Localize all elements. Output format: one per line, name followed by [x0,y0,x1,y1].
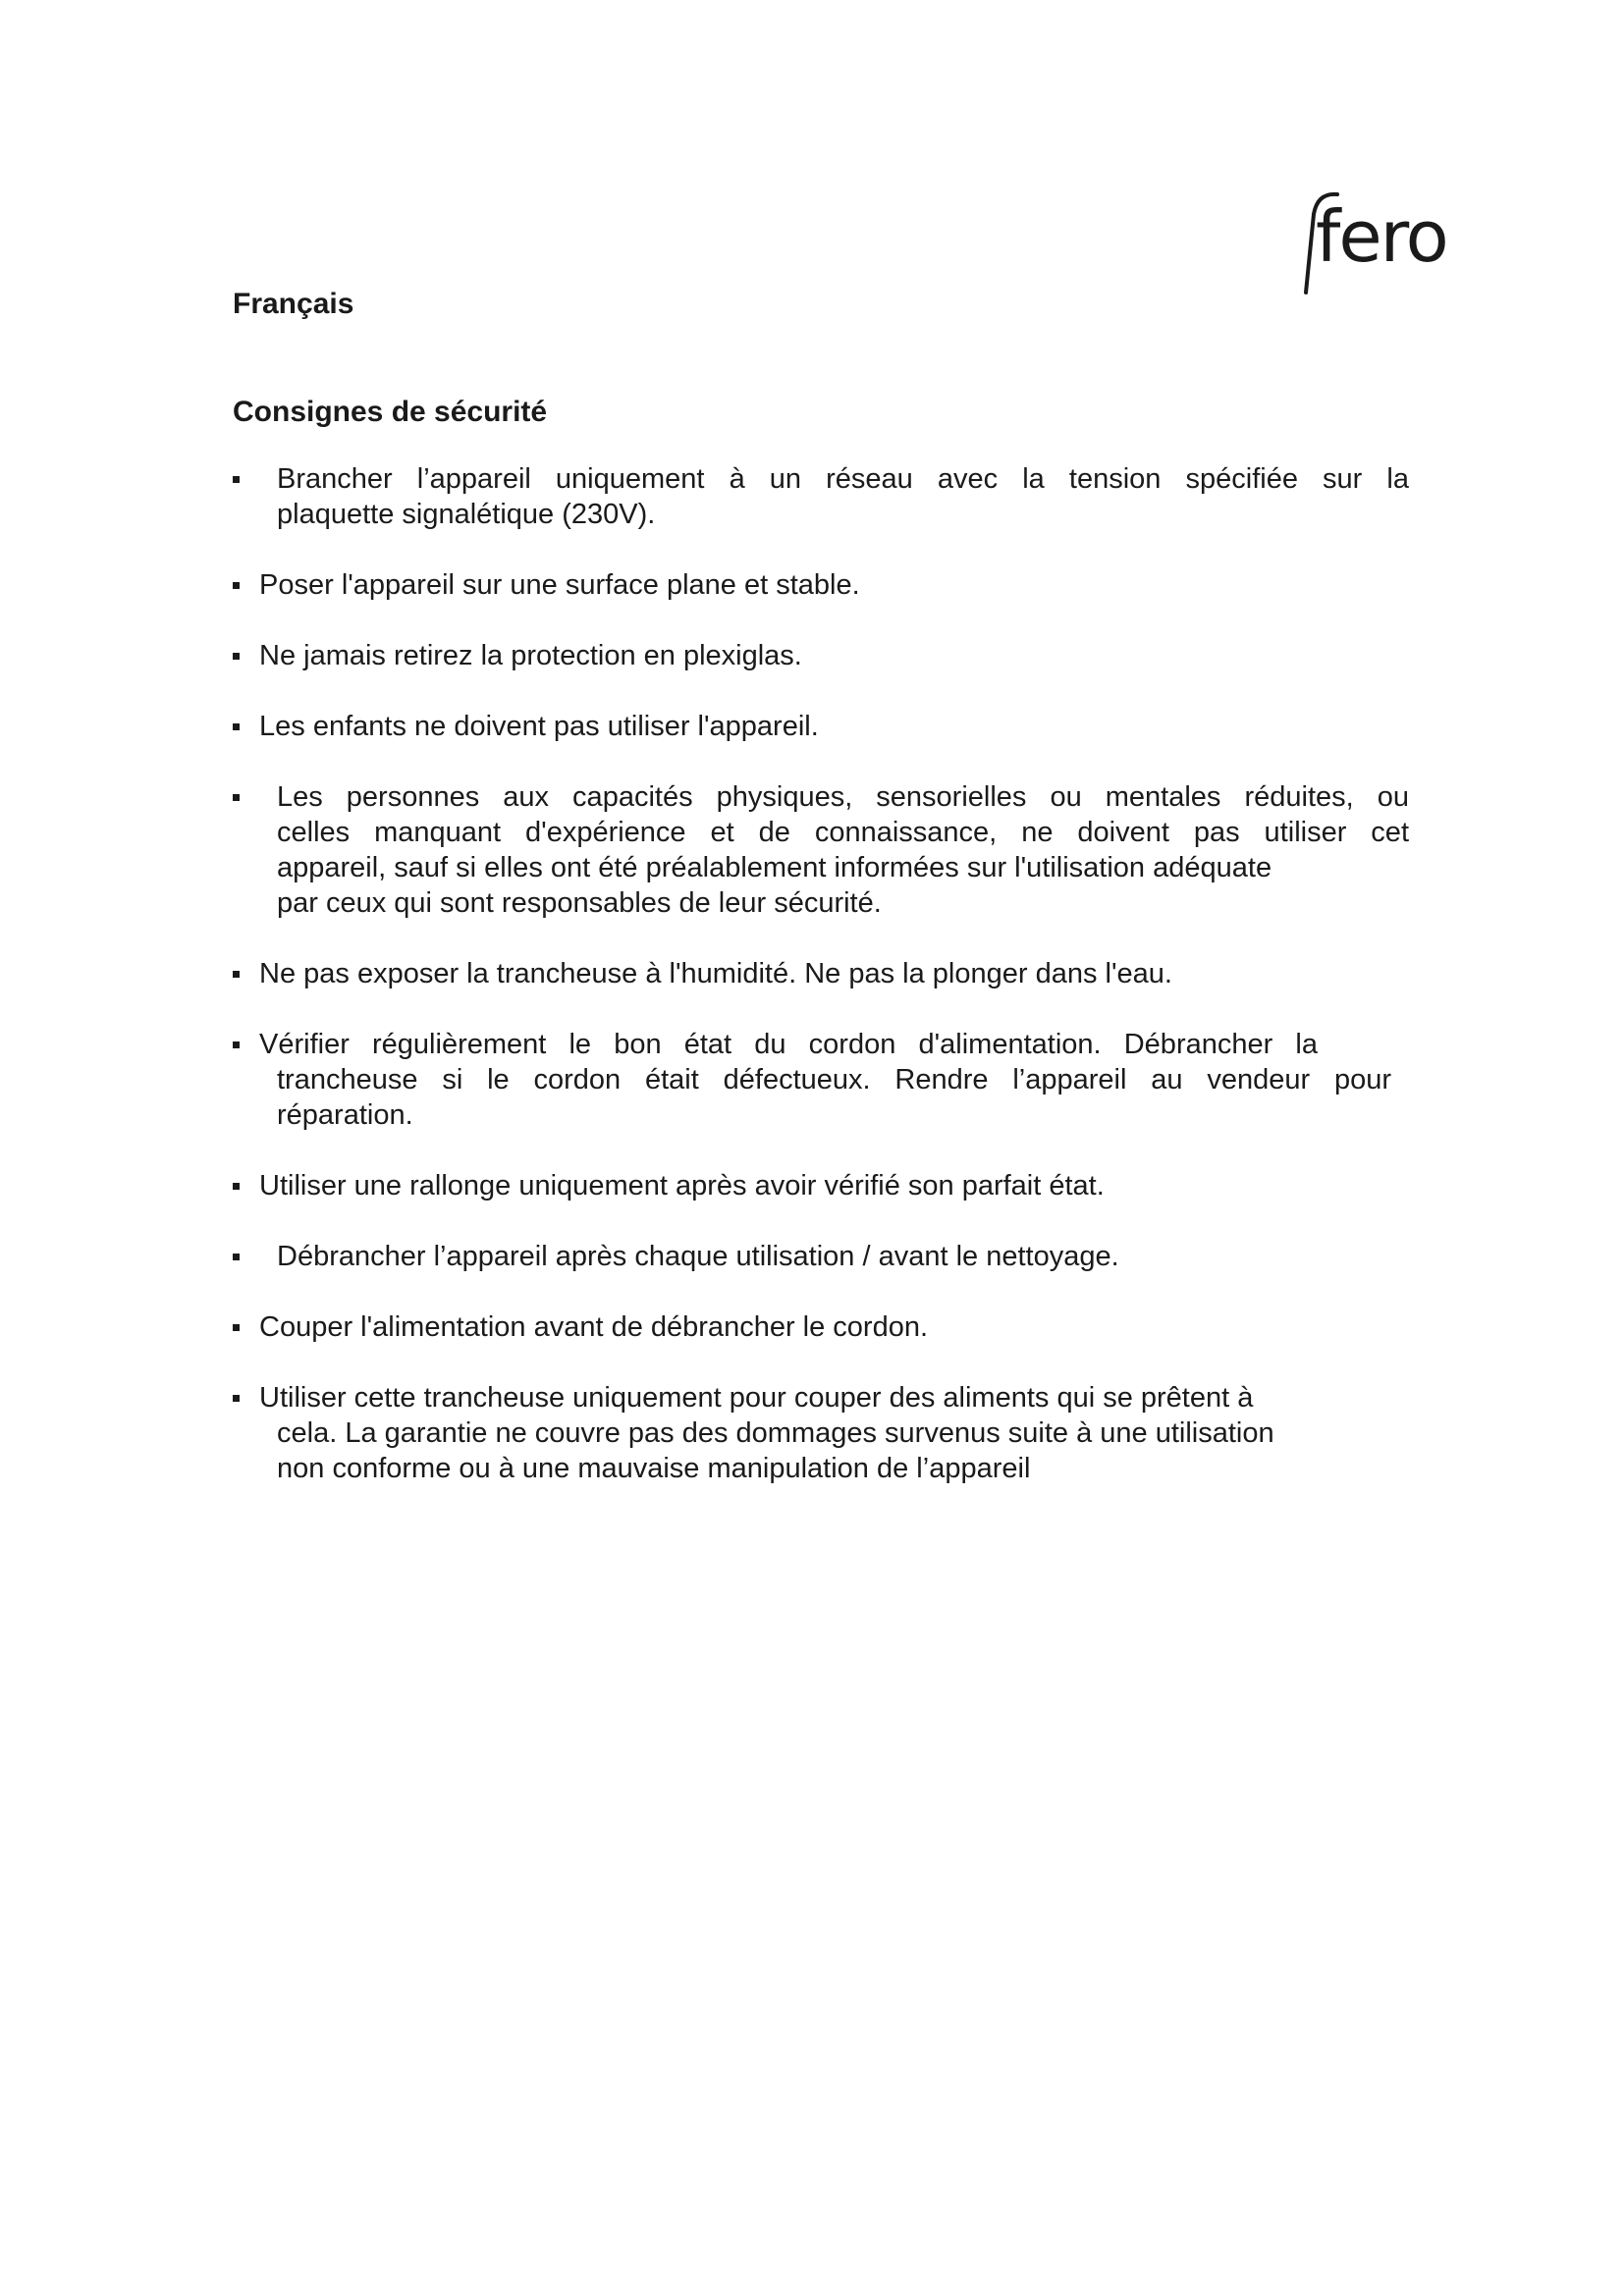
list-item [231,1380,1409,1486]
section-heading: Consignes de sécurité [233,396,548,428]
list-item [231,779,1409,921]
list-item [231,567,1409,603]
bullet-icon [233,971,240,978]
list-item [231,1309,1409,1345]
list-item-text: Ne jamais retirez la protection en plexiglas. [259,640,802,671]
list-item-text: Poser l'appareil sur une surface plane et stable. [259,569,860,601]
list-item-text: Brancher l’appareil uniquement à un réseau avec la tension spécifiée sur la plaquette signalétique (230V). [277,463,1409,530]
list-item-text: Utiliser une rallonge uniquement après avoir vérifié son parfait état. [259,1170,1105,1201]
list-item [231,461,1409,532]
list-item-text: Vérifier régulièrement le bon état du cordon d'alimentation. Débrancher la trancheuse si le cordon était défectueux. Rendre l’appareil au vendeur pour réparation. [259,1029,1391,1131]
bullet-icon [233,653,240,660]
list-item-text: Utiliser cette trancheuse uniquement pour couper des aliments qui se prêtent à cela. La garantie ne couvre pas des dommages survenus suite à une utilisation non conforme ou à une mauvaise manipulation de l’appareil [259,1382,1274,1484]
fero-logo [1294,183,1451,300]
list-item [231,956,1409,991]
list-item-text: Les personnes aux capacités physiques, sensorielles ou mentales réduites, ou celles manquant d'expérience et de connaissance, ne doivent pas utiliser cet appareil, sauf si elles ont été préalablement informées sur l'utilisation adéquate par ceux qui sont responsables de leur sécurité. [277,781,1409,919]
safety-instructions-list [231,461,1409,1522]
fero-logo-mark [1294,183,1451,300]
list-item-text: Les enfants ne doivent pas utiliser l'appareil. [259,711,819,742]
bullet-icon [233,1395,240,1402]
bullet-icon [233,723,240,730]
list-item-text: Débrancher l’appareil après chaque utilisation / avant le nettoyage. [277,1241,1119,1272]
bullet-icon [233,1324,240,1331]
bullet-icon [233,476,240,483]
list-item [231,1239,1409,1274]
bullet-icon [233,794,240,801]
list-item [231,1027,1409,1133]
list-item-text: Couper l'alimentation avant de débrancher le cordon. [259,1311,929,1343]
fero-logo-text: fero [1316,195,1447,278]
list-item [231,638,1409,673]
bullet-icon [233,582,240,589]
list-item [231,709,1409,744]
list-item-text: Ne pas exposer la trancheuse à l'humidité. Ne pas la plonger dans l'eau. [259,958,1172,989]
bullet-icon [233,1254,240,1260]
list-item [231,1168,1409,1203]
bullet-icon [233,1183,240,1190]
bullet-icon [233,1041,240,1048]
language-heading: Français [233,288,354,320]
